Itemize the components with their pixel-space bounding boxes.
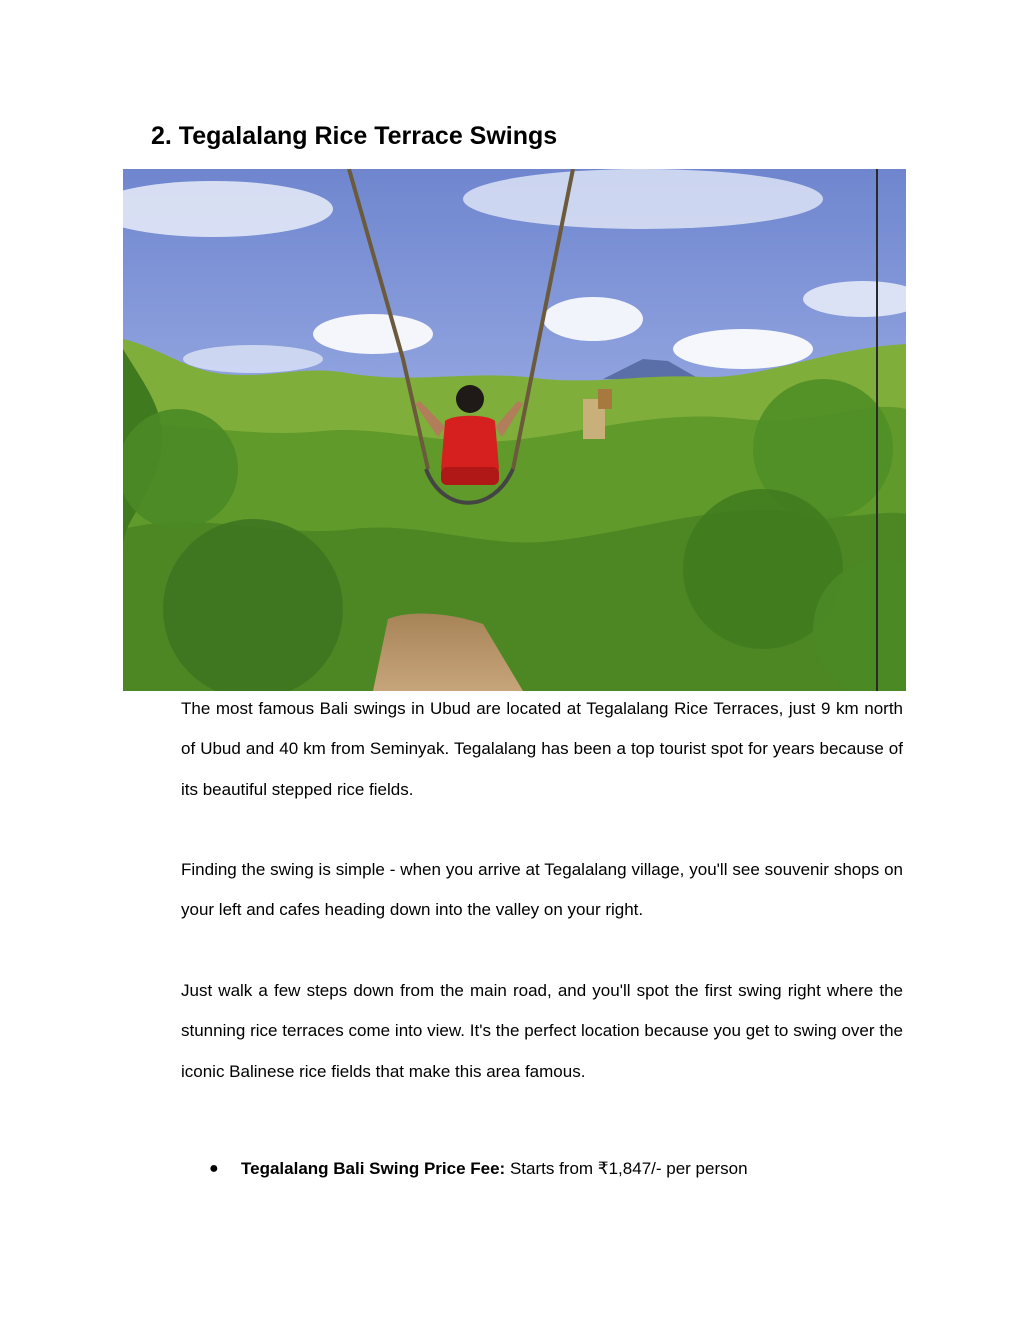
paragraph-finding: Finding the swing is simple - when you arrive at Tegalalang village, you'll see souvenir shops on your left and cafes heading down into the valley on your right. (181, 860, 903, 920)
price-list (0, 1152, 1024, 1186)
list-item (0, 1152, 1024, 1186)
paragraph-location: The most famous Bali swings in Ubud are located at Tegalalang Rice Terraces, just 9 km north of Ubud and 40 km from Seminyak. Tegalalang has been a top tourist spot for years because of its beautiful stepped rice fields. (181, 699, 903, 799)
section-heading: 2. Tegalalang Rice Terrace Swings (151, 122, 558, 150)
swing-photo (123, 169, 906, 691)
bullet-icon: ● (209, 1160, 219, 1177)
swing-photo-icon (123, 169, 906, 691)
price-value: Starts from ₹1,847/- per person (505, 1159, 748, 1178)
paragraph-walk: Just walk a few steps down from the main road, and you'll spot the first swing right where the stunning rice terraces come into view. It's the perfect location because you get to swing over the iconic Balinese rice fields that make this area famous. (181, 981, 903, 1081)
price-label: Tegalalang Bali Swing Price Fee: (241, 1159, 506, 1178)
